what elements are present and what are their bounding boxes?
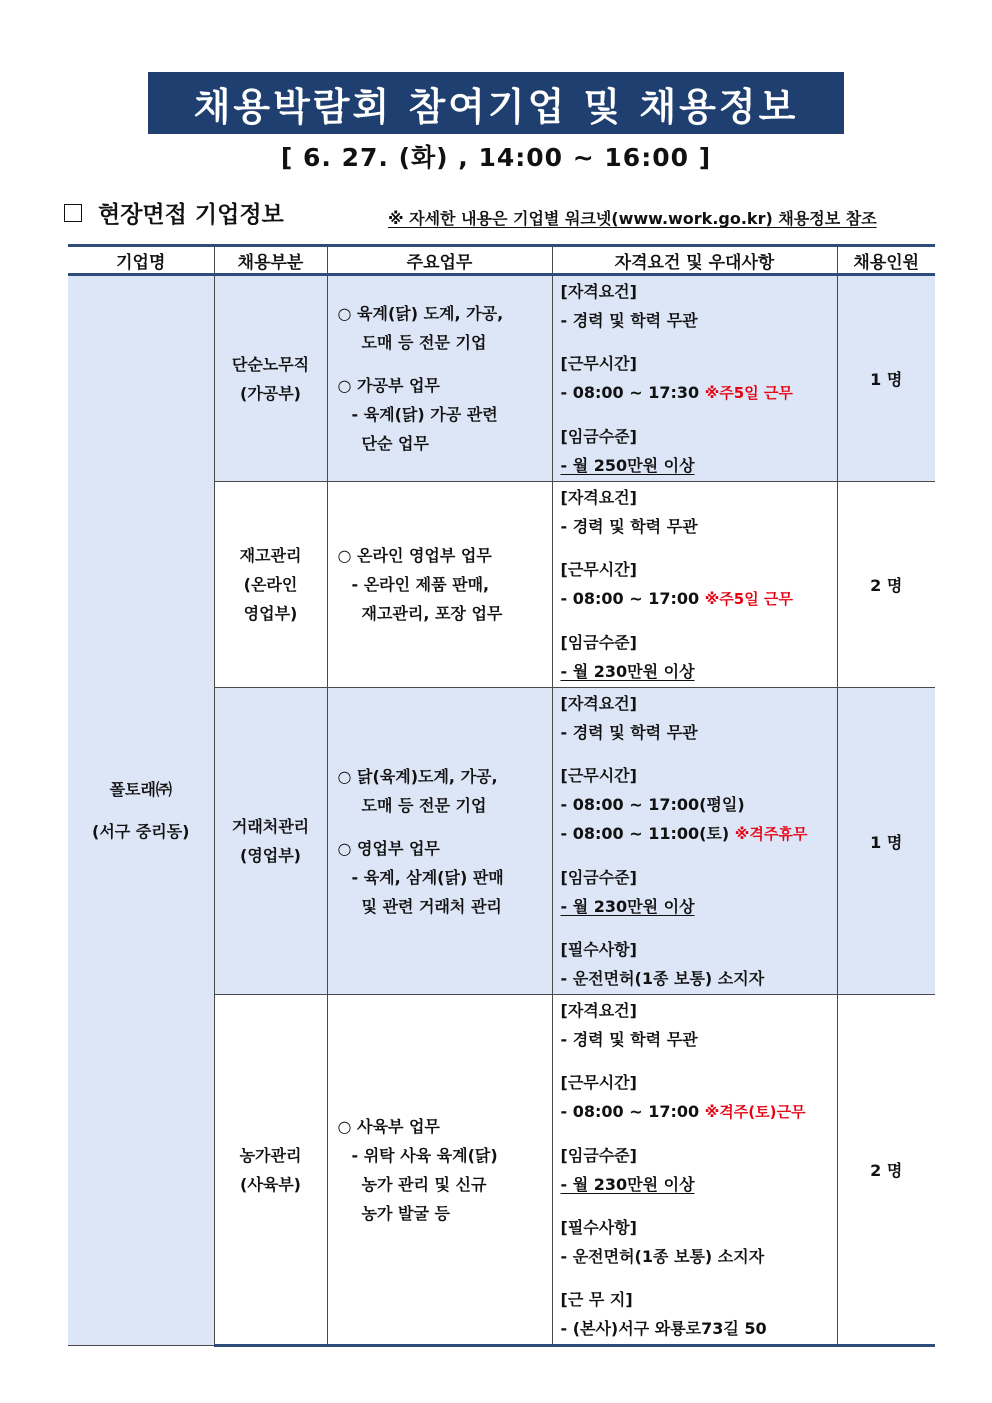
duty-line: - 위탁 사육 육계(닭) — [351, 1145, 498, 1165]
qualification-text: [임금수준] — [560, 1146, 637, 1165]
qualification-line — [561, 1097, 836, 1127]
duty-line: ○ 온라인 영업부 업무 — [337, 546, 492, 565]
duty-cell — [327, 688, 552, 995]
work-condition-note: ※격주휴무 — [734, 825, 808, 843]
column-header: 채용부분 — [214, 246, 327, 275]
qualification-line — [561, 819, 836, 849]
qualification-line — [561, 863, 836, 892]
qualification-text: - 08:00 ~ 11:00(토) — [560, 824, 735, 843]
page-title: 채용박람회 참여기업 및 채용정보 — [148, 72, 844, 134]
duty-line: - 온라인 제품 판매, — [351, 575, 490, 594]
qualification-text: - 월 250만원 이상 — [560, 456, 695, 475]
table-header-row — [68, 246, 935, 275]
qualification-text: - 월 230만원 이상 — [560, 662, 695, 681]
spacer — [561, 747, 836, 761]
duty-line: ○ 육계(닭) 도계, 가공, — [337, 304, 504, 323]
qualification-line — [561, 555, 836, 584]
qualification-text: [임금수준] — [560, 633, 637, 652]
headcount-cell: 1 명 — [837, 275, 935, 482]
qualification-text: - 08:00 ~ 17:00 — [560, 589, 705, 608]
company-location: (서구 중리동) — [92, 821, 190, 841]
column-header: 기업명 — [68, 246, 214, 275]
dept-cell — [214, 995, 327, 1346]
section-heading — [64, 196, 284, 229]
qualification-line — [561, 718, 836, 747]
spacer — [561, 1054, 836, 1068]
headcount-cell: 2 명 — [837, 482, 935, 688]
dept-line: 단순노무직 — [231, 354, 310, 374]
duty-line: - 육계, 삼계(닭) 판매 — [351, 867, 504, 887]
qualification-text: - 경력 및 학력 무관 — [560, 517, 698, 536]
duty-line: 및 관련 거래처 관리 — [361, 896, 502, 916]
qualification-line — [561, 1068, 836, 1097]
qualification-line — [561, 657, 836, 686]
qualification-line — [561, 277, 836, 306]
duty-line: ○ 닭(육계)도계, 가공, — [337, 766, 498, 786]
work-condition-note: ※격주(토)근무 — [704, 1103, 806, 1121]
qualification-text: [자격요건] — [560, 488, 637, 507]
qualification-line — [561, 964, 836, 993]
event-date: [ 6. 27. (화) , 14:00 ~ 16:00 ] — [280, 143, 712, 172]
qualification-line — [561, 689, 836, 718]
dept-line: 재고관리 — [239, 546, 302, 565]
qualification-line — [561, 1025, 836, 1054]
qualification-text: [근무시간] — [560, 766, 637, 785]
qualification-text: [근무시간] — [560, 560, 637, 579]
qualification-line — [561, 1285, 836, 1314]
duty-cell — [327, 275, 552, 482]
qualification-line — [561, 790, 836, 819]
qualification-line — [561, 1314, 836, 1343]
spacer — [561, 408, 836, 422]
qualification-text: [임금수준] — [560, 868, 637, 887]
dept-cell — [214, 275, 327, 482]
column-header: 주요업무 — [327, 246, 552, 275]
spacer — [338, 357, 551, 371]
qualification-line — [561, 761, 836, 790]
qualification-text: [자격요건] — [560, 1001, 637, 1020]
qualification-text: - 운전면허(1종 보통) 소지자 — [560, 1247, 765, 1266]
duty-line: 재고관리, 포장 업무 — [361, 604, 503, 623]
company-cell — [68, 275, 214, 1346]
qualification-line — [561, 1170, 836, 1199]
duty-cell — [327, 482, 552, 688]
qualification-text: [근 무 지] — [560, 1290, 633, 1309]
qualification-text: [자격요건] — [560, 282, 637, 301]
qualification-line — [561, 628, 836, 657]
dept-line: 영업부) — [243, 604, 298, 623]
qualification-text: - 월 230만원 이상 — [560, 1175, 695, 1194]
duty-line: 단순 업무 — [361, 434, 429, 453]
work-condition-note: ※주5일 근무 — [704, 384, 793, 402]
qualification-line — [561, 1242, 836, 1271]
headcount-cell: 2 명 — [837, 995, 935, 1346]
qualification-line — [561, 422, 836, 451]
spacer — [561, 921, 836, 935]
spacer — [561, 849, 836, 863]
duty-line: ○ 영업부 업무 — [337, 838, 440, 858]
duty-line: ○ 사육부 업무 — [337, 1116, 440, 1136]
qualification-cell — [552, 688, 837, 995]
qualification-line — [561, 1213, 836, 1242]
spacer — [338, 820, 551, 834]
dept-line: (사육부) — [240, 1174, 301, 1194]
dept-line: (온라인 — [243, 575, 298, 594]
qualification-line — [561, 935, 836, 964]
table-row — [68, 275, 935, 482]
dept-cell — [214, 688, 327, 995]
company-name: 폴토래㈜ — [109, 779, 172, 799]
qualification-line — [561, 512, 836, 541]
qualification-text: [자격요건] — [560, 694, 637, 713]
spacer — [561, 1199, 836, 1213]
qualification-line — [561, 451, 836, 480]
qualification-text: [근무시간] — [560, 354, 637, 373]
qualification-cell — [552, 275, 837, 482]
qualification-line — [561, 996, 836, 1025]
spacer — [561, 541, 836, 555]
reference-note: ※ 자세한 내용은 기업별 워크넷(www.work.go.kr) 채용정보 참조 — [388, 209, 877, 228]
qualification-text: - 08:00 ~ 17:00 — [560, 1102, 705, 1121]
qualification-text: - 경력 및 학력 무관 — [560, 1030, 698, 1049]
qualification-text: [임금수준] — [560, 427, 637, 446]
duty-line: 도매 등 전문 기업 — [361, 795, 487, 815]
qualification-text: [필수사항] — [560, 1218, 637, 1237]
qualification-line — [561, 584, 836, 614]
qualification-text: - 운전면허(1종 보통) 소지자 — [560, 969, 765, 988]
checkbox-icon — [64, 204, 82, 222]
duty-cell — [327, 995, 552, 1346]
spacer — [561, 335, 836, 349]
dept-line: 거래처관리 — [231, 817, 310, 836]
duty-line: 농가 발굴 등 — [361, 1203, 450, 1223]
spacer — [561, 1127, 836, 1141]
dept-line: (가공부) — [240, 383, 301, 403]
column-header: 자격요건 및 우대사항 — [552, 246, 837, 275]
work-condition-note: ※주5일 근무 — [704, 590, 793, 608]
qualification-text: - 08:00 ~ 17:00(평일) — [560, 795, 745, 814]
qualification-line — [561, 349, 836, 378]
qualification-cell — [552, 482, 837, 688]
dept-line: (영업부) — [240, 846, 301, 865]
qualification-line — [561, 892, 836, 921]
qualification-cell — [552, 995, 837, 1346]
recruitment-table — [68, 244, 935, 1347]
column-header: 채용인원 — [837, 246, 935, 275]
dept-cell — [214, 482, 327, 688]
qualification-text: - 월 230만원 이상 — [560, 897, 695, 916]
qualification-line — [561, 306, 836, 335]
qualification-line — [561, 378, 836, 408]
qualification-text: - 08:00 ~ 17:30 — [560, 383, 705, 402]
duty-line: ○ 가공부 업무 — [337, 376, 440, 395]
qualification-line — [561, 483, 836, 512]
spacer — [561, 1271, 836, 1285]
qualification-text: - (본사)서구 와룡로73길 50 — [560, 1319, 767, 1338]
dept-line: 농가관리 — [239, 1145, 302, 1165]
section-title: 현장면접 기업정보 — [98, 202, 284, 228]
headcount-cell: 1 명 — [837, 688, 935, 995]
qualification-text: - 경력 및 학력 무관 — [560, 723, 698, 742]
spacer — [561, 614, 836, 628]
duty-line: - 육계(닭) 가공 관련 — [351, 405, 498, 424]
duty-line: 도매 등 전문 기업 — [361, 333, 487, 352]
duty-line: 농가 관리 및 신규 — [361, 1174, 487, 1194]
qualification-line — [561, 1141, 836, 1170]
qualification-text: [필수사항] — [560, 940, 637, 959]
qualification-text: [근무시간] — [560, 1073, 637, 1092]
qualification-text: - 경력 및 학력 무관 — [560, 311, 698, 330]
